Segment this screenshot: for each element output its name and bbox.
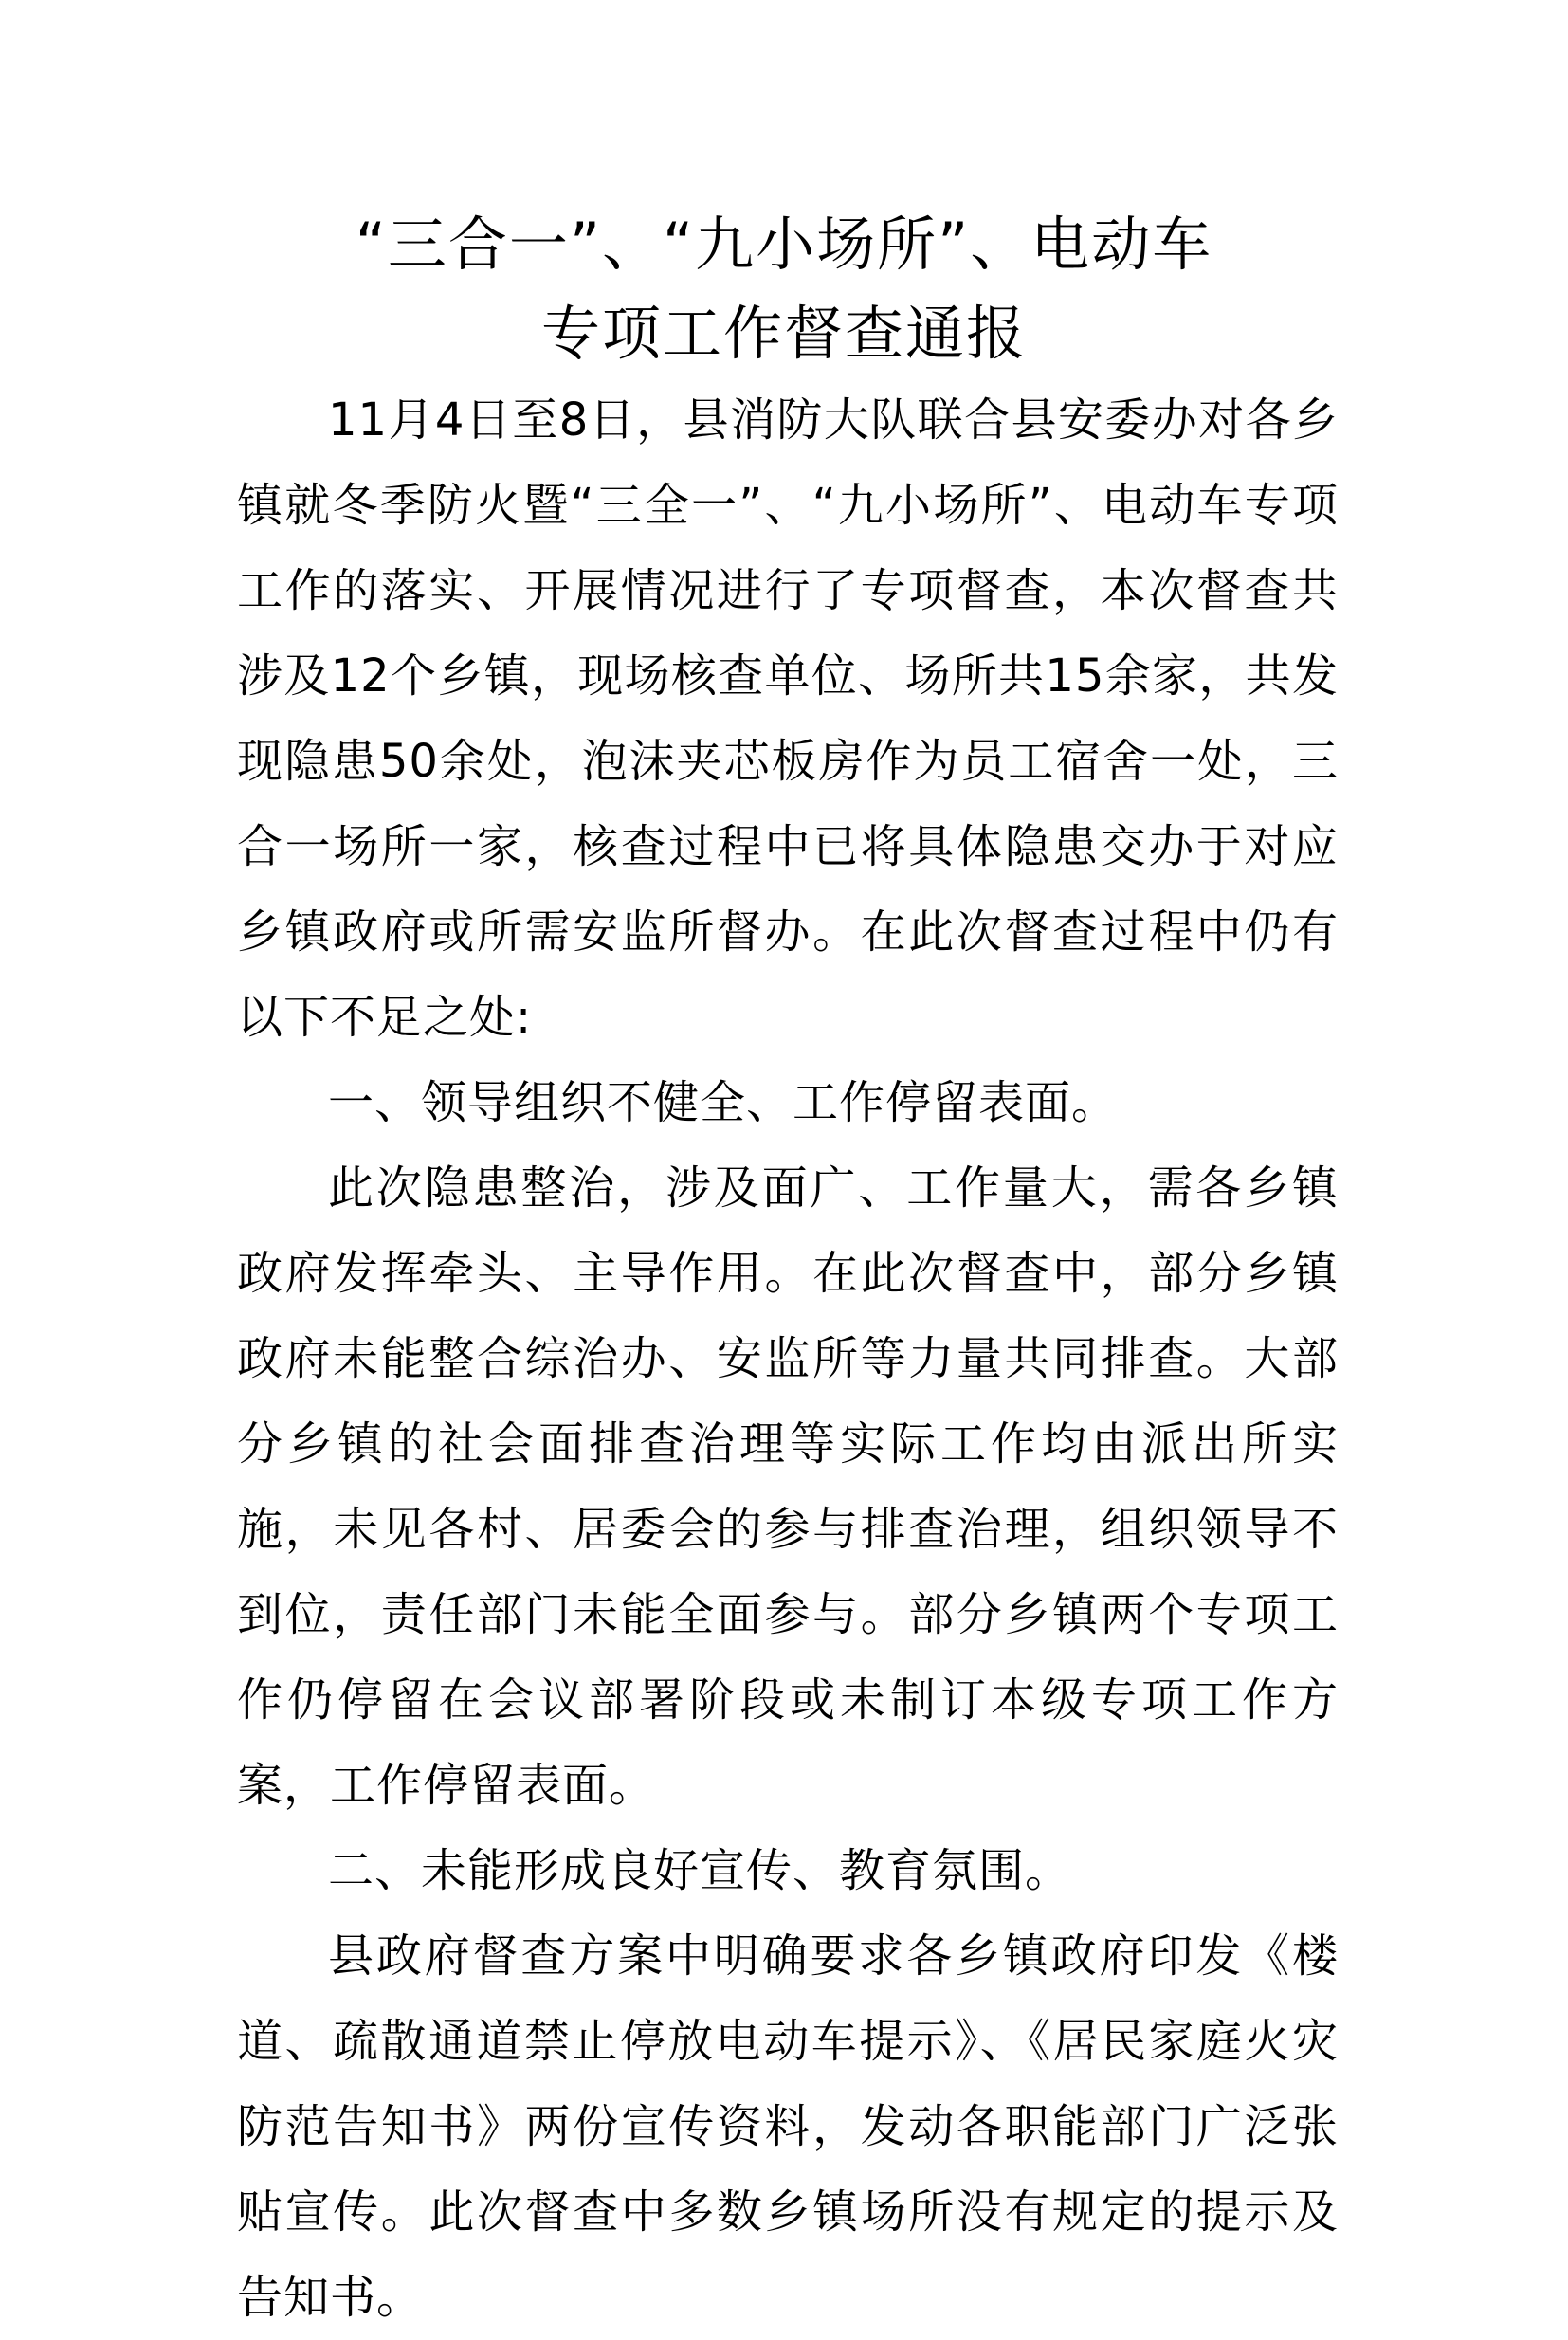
paragraph-section-1: 此次隐患整治，涉及面广、工作量大，需各乡镇政府发挥牵头、主导作用。在此次督查中，部分乡镇政府未能整合综治办、安监所等力量共同排查。大部分乡镇的社会面排查治理等实际工作均由派出所实施，未见各村、居委会的参与排查治理，组织领导不到位，责任部门未能全面参与。部分乡镇两个专项工作仍停留在会议部署阶段或未制订本级专项工作方案，工作停留表面。: [237, 1161, 1339, 1812]
section-heading-1: 一、领导组织不健全、工作停留表面。: [328, 1076, 1119, 1129]
document-body: [237, 377, 1339, 2340]
document-title-line-2: 专项工作督查通报: [540, 299, 1027, 368]
section-heading-2: 二、未能形成良好宣传、教育氛围。: [328, 1844, 1072, 1897]
document-title-line-1: “三合一”、“九小场所”、电动车: [355, 210, 1213, 279]
paragraph-intro: 11月4日至8日，县消防大队联合县安委办对各乡镇就冬季防火暨“三全一”、“九小场所”、电动车专项工作的落实、开展情况进行了专项督查，本次督查共涉及12个乡镇，现场核查单位、场所共15余家，共发现隐患50余处，泡沫夹芯板房作为员工宿舍一处，三合一场所一家，核查过程中已将具体隐患交办于对应乡镇政府或所需安监所督办。在此次督查过程中仍有以下不足之处:: [237, 393, 1339, 1044]
paragraph-section-2: 县政府督查方案中明确要求各乡镇政府印发《楼道、疏散通道禁止停放电动车提示》、《居民家庭火灾防范告知书》两份宣传资料，发动各职能部门广泛张贴宣传。此次督查中多数乡镇场所没有规定的提示及告知书。: [237, 1929, 1339, 2324]
